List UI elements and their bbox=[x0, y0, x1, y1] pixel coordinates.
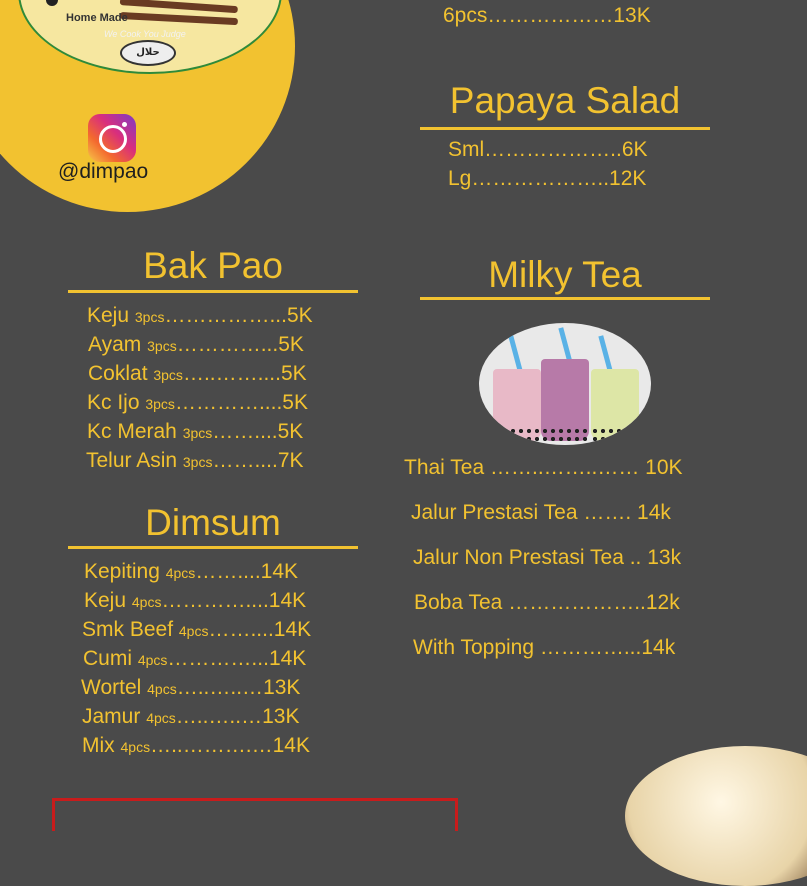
tea-item: Thai Tea ……..……..…… 10K bbox=[404, 456, 683, 479]
item-leader: …….... bbox=[212, 449, 278, 472]
tea-item: Boba Tea ………………..12k bbox=[414, 591, 680, 614]
item-name: Cumi bbox=[83, 647, 138, 670]
bak-pao-item bbox=[87, 304, 313, 328]
item-quantity: 3pcs bbox=[147, 338, 177, 354]
dumpling-image bbox=[625, 746, 807, 886]
bubble-tea-image bbox=[479, 323, 651, 445]
item-name: Kc Ijo bbox=[87, 391, 146, 414]
bak-pao-item bbox=[87, 391, 308, 415]
papaya-item: Lg………………..12K bbox=[448, 167, 647, 190]
item-name: Coklat bbox=[88, 362, 154, 385]
item-leader: …..……….… bbox=[150, 734, 273, 757]
tea-item: Jalur Non Prestasi Tea .. 13k bbox=[413, 546, 682, 569]
tea-item: With Topping …………...14k bbox=[413, 636, 676, 659]
item-quantity: 3pcs bbox=[153, 367, 183, 383]
halal-logo: حلال bbox=[120, 40, 176, 66]
item-name: Kc Merah bbox=[87, 420, 183, 443]
item-name: Keju bbox=[84, 589, 132, 612]
item-quantity: 4pcs bbox=[165, 565, 196, 581]
dimsum-item bbox=[83, 647, 306, 671]
bottom-banner-frame bbox=[52, 798, 458, 831]
dimsum-title: Dimsum bbox=[145, 502, 281, 543]
item-price: 5K bbox=[286, 304, 313, 327]
bak-pao-rule bbox=[68, 290, 358, 293]
item-quantity: 3pcs bbox=[182, 425, 213, 441]
item-quantity: 4pcs bbox=[137, 652, 168, 668]
milky-tea-rule bbox=[420, 297, 710, 300]
item-leader: …….... bbox=[208, 618, 274, 641]
item-leader: …..…….... bbox=[182, 362, 281, 385]
dimsum-item bbox=[82, 734, 310, 758]
item-price: 13K bbox=[263, 676, 301, 699]
item-price: 5K bbox=[280, 362, 307, 385]
item-price: 7K bbox=[277, 449, 304, 472]
dimsum-item bbox=[82, 618, 311, 642]
bak-pao-title: Bak Pao bbox=[143, 245, 283, 286]
papaya-salad-rule bbox=[420, 127, 710, 130]
item-name: Ayam bbox=[88, 333, 148, 356]
tagline: We Cook You Judge bbox=[104, 29, 186, 39]
item-leader: …..…..… bbox=[176, 676, 264, 699]
dimsum-item bbox=[82, 705, 299, 729]
home-made-label: Home Made bbox=[66, 12, 128, 24]
item-quantity: 3pcs bbox=[134, 309, 165, 325]
item-leader: ………….... bbox=[174, 391, 283, 414]
item-price: 5K bbox=[277, 420, 304, 443]
item-quantity: 4pcs bbox=[146, 710, 176, 726]
bak-pao-item bbox=[87, 420, 303, 444]
dimsum-item bbox=[81, 676, 300, 700]
item-price: 5K bbox=[278, 333, 304, 356]
item-leader: …………... bbox=[167, 647, 269, 670]
item-leader: ……………... bbox=[164, 304, 287, 327]
item-name: Kepiting bbox=[84, 560, 166, 583]
papaya-item: Sml………………..6K bbox=[448, 138, 648, 161]
item-quantity: 4pcs bbox=[147, 681, 177, 697]
papaya-salad-title: Papaya Salad bbox=[449, 80, 681, 121]
item-name: Keju bbox=[87, 304, 135, 327]
item-quantity: 4pcs bbox=[131, 594, 162, 610]
instagram-icon[interactable] bbox=[88, 114, 136, 162]
item-quantity: 3pcs bbox=[182, 454, 213, 470]
item-price: 14K bbox=[272, 734, 310, 757]
dimsum-rule bbox=[68, 546, 358, 549]
item-price: 14K bbox=[260, 560, 299, 583]
item-price: 5K bbox=[282, 391, 308, 414]
milky-tea-title: Milky Tea bbox=[488, 254, 642, 295]
item-quantity: 4pcs bbox=[120, 739, 151, 755]
item-leader: …..…..… bbox=[175, 705, 263, 728]
item-quantity: 3pcs bbox=[145, 396, 175, 412]
item-leader: …………... bbox=[176, 333, 279, 356]
item-price: 13K bbox=[262, 705, 300, 728]
bak-pao-item bbox=[88, 362, 307, 386]
item-price: 14K bbox=[273, 618, 312, 641]
item-name: Telur Asin bbox=[86, 449, 183, 472]
item-name: Mix bbox=[82, 734, 121, 757]
dimsum-item bbox=[84, 560, 298, 584]
item-leader: ………….... bbox=[161, 589, 269, 612]
item-price: 14K bbox=[268, 647, 307, 670]
dimsum-item bbox=[84, 589, 306, 613]
item-leader: …….... bbox=[195, 560, 261, 583]
tea-item: Jalur Prestasi Tea ……. 14k bbox=[411, 501, 671, 524]
item-name: Wortel bbox=[81, 676, 148, 699]
instagram-handle[interactable]: @dimpao bbox=[58, 160, 149, 183]
bak-pao-item bbox=[88, 333, 304, 357]
item-quantity: 4pcs bbox=[178, 623, 209, 639]
top-item: 6pcs………………13K bbox=[443, 4, 651, 27]
item-name: Smk Beef bbox=[82, 618, 179, 641]
bak-pao-item bbox=[86, 449, 304, 473]
item-leader: …….... bbox=[212, 420, 278, 443]
item-price: 14K bbox=[268, 589, 307, 612]
item-name: Jamur bbox=[82, 705, 147, 728]
